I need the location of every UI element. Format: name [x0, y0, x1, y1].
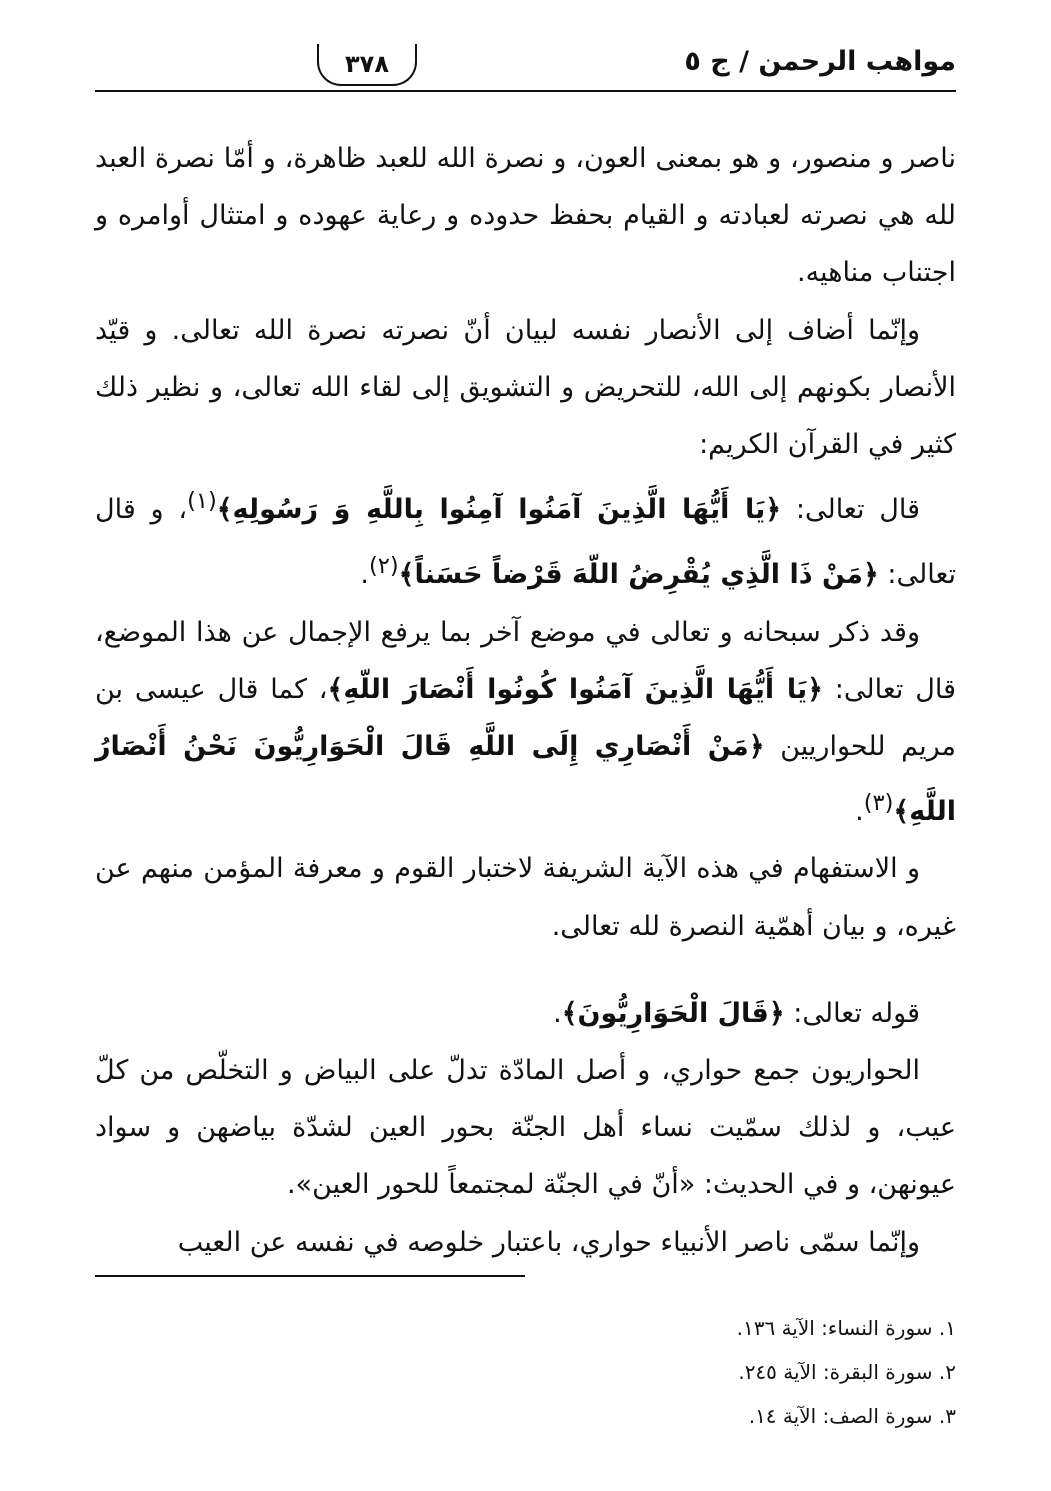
- footnote-ref-3: (٣): [863, 790, 894, 817]
- paragraph-1: ناصر و منصور، و هو بمعنى العون، و نصرة الله للعبد ظاهرة، و أمّا نصرة العبد لله هي نصرته لعبادته و القيام بحفظ حدوده و رعاية عهوده و امتثال أوامره و اجتناب مناهيه.: [95, 143, 956, 289]
- footnote-3: ٣. سورة الصف: الآية ١٤.: [748, 1404, 956, 1428]
- footnote-1: ١. سورة النساء: الآية ١٣٦.: [736, 1316, 956, 1340]
- verse-baqara: ﴿مَنْ ذَا الَّذِي يُقْرِضُ اللّهَ قَرْضاً حَسَناً﴾: [398, 559, 879, 591]
- heading-intro: قوله تعالى:: [784, 997, 920, 1029]
- section-spacer: [95, 955, 956, 985]
- running-title: مواهب الرحمن / ج ٥: [684, 46, 956, 77]
- verse-saff-1: ﴿يَا أَيُّهَا الَّذِينَ آمَنُوا كُونُوا أَنْصَارَ اللّهِ﴾: [327, 673, 823, 705]
- paragraph-3: [95, 604, 956, 841]
- paragraph-5: الحواريون جمع حواري، و أصل المادّة تدلّ على البياض و التخلّص من كلّ عيب، و لذلك سمّيت نساء أهل الجنّة بحور العين لشدّة بياضهن و سواد عيونهن، و في الحديث: «أنّ في الجنّة لمجتمعاً للحور العين».: [95, 1055, 956, 1201]
- paragraph-quotes: [95, 473, 956, 603]
- verse-saff-2: ﴿مَنْ أَنْصَارِي إِلَى اللَّهِ قَالَ الْحَوَارِيُّونَ نَحْنُ أَنْصَارُ اللَّهِ﴾: [95, 731, 956, 828]
- paragraph-2: وإنّما أضاف إلى الأنصار نفسه لبيان أنّ نصرته نصرة الله تعالى. و قيّد الأنصار بكونهم إلى الله، للتحريض و التشويق إلى لقاء الله تعالى، و نظير ذلك كثير في القرآن الكريم:: [95, 314, 956, 461]
- verse-nisa: ﴿يَا أَيُّهَا الَّذِينَ آمَنُوا آمِنُوا بِاللَّهِ وَ رَسُولِهِ﴾: [216, 494, 782, 526]
- page-header: [95, 38, 956, 98]
- body-text: [95, 130, 956, 1271]
- heading-verse: ﴿قَالَ الْحَوَارِيُّونَ﴾: [561, 997, 785, 1029]
- para3-text2: ، كما قال عيسى بن مريم للحواريين: [95, 673, 956, 763]
- heading-end: .: [553, 997, 562, 1029]
- quote-end: .: [360, 559, 369, 591]
- paragraph-4: و الاستفهام في هذه الآية الشريفة لاختبار القوم و معرفة المؤمن منهم عن غيره، و بيان أهمّية النصرة لله تعالى.: [95, 853, 956, 942]
- para3-text1: وقد ذكر سبحانه و تعالى في موضع آخر بما يرفع الإجمال عن هذا الموضع، قال تعالى:: [95, 616, 956, 705]
- footnotes: [95, 1306, 956, 1438]
- section-heading: [95, 985, 956, 1042]
- footnote-ref-2: (٢): [368, 553, 399, 580]
- header-rule: [95, 90, 956, 92]
- quote-mid: ، و قال تعالى:: [95, 494, 956, 591]
- footnote-ref-1: (١): [187, 488, 217, 515]
- footnotes-rule: [95, 1275, 525, 1277]
- paragraph-6: وإنّما سمّى ناصر الأنبياء حواري، باعتبار خلوصه في نفسه عن العيب: [177, 1226, 920, 1258]
- para3-end: .: [855, 796, 864, 828]
- quote-intro: قال تعالى:: [781, 494, 920, 526]
- footnote-2: ٢. سورة البقرة: الآية ٢٤٥.: [738, 1360, 956, 1384]
- page-number: ٣٧٨: [317, 44, 417, 86]
